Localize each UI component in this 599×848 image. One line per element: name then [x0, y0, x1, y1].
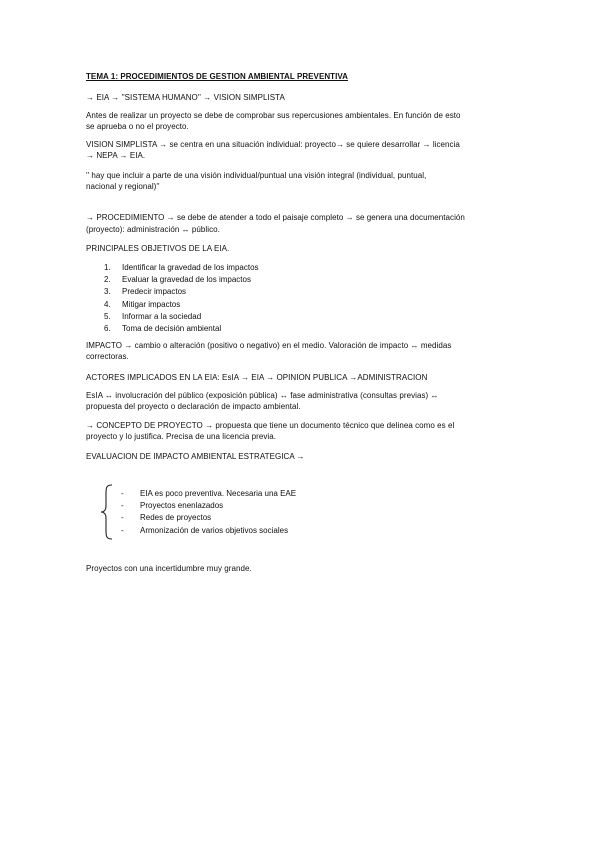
list-item-text: Identificar la gravedad de los impactos	[122, 263, 259, 272]
paragraph-7-line-2: proyecto y lo justifica. Precisa de una licencia previa.	[86, 432, 277, 441]
document-title: TEMA 1: PROCEDIMIENTOS DE GESTION AMBIENTAL PREVENTIVA	[86, 72, 348, 81]
list-number: 5.	[104, 311, 111, 321]
paragraph-5-line-2: correctoras.	[86, 352, 129, 361]
list-item	[104, 262, 259, 274]
strategic-list	[121, 488, 296, 537]
list-dash: -	[121, 525, 124, 535]
paragraph-7-line-1: → CONCEPTO DE PROYECTO → propuesta que tiene un documento técnico que delinea como es el	[86, 421, 455, 430]
paragraph-4-line-2: (proyecto): administración ↔ público.	[86, 225, 220, 234]
list-item-text: Mitigar impactos	[122, 299, 181, 309]
list-item	[121, 525, 296, 537]
list-dash: -	[121, 501, 124, 511]
list-item-text: Proyectos enenlazados	[140, 501, 224, 511]
strategic-heading: EVALUACION DE IMPACTO AMBIENTAL ESTRATEGICA →	[86, 452, 305, 461]
paragraph-5-line-1: IMPACTO → cambio o alteración (positivo o negativo) en el medio. Valoración de impacto ↔ medidas	[86, 341, 452, 350]
list-item-text: Armonización de varios objetivos sociales	[140, 525, 289, 535]
heading-eia-sistema-humano: → EIA → ''SISTEMA HUMANO'' → VISION SIMPLISTA	[86, 93, 285, 102]
paragraph-2-line-2: → NEPA → EIA.	[86, 151, 146, 160]
list-number: 6.	[104, 324, 111, 334]
paragraph-6-line-1: EsIA ↔ involucración del público (exposición pública) ↔ fase administrativa (consultas previas) ↔	[86, 391, 439, 400]
objectives-list	[104, 262, 259, 335]
list-item-text: Informar a la sociedad	[122, 311, 202, 321]
list-item	[104, 323, 259, 335]
list-dash: -	[121, 513, 124, 523]
paragraph-3-line-1: '' hay que incluir a parte de una visión individual/puntual una visión integral (individual, puntual,	[86, 171, 427, 180]
paragraph-4-line-1: → PROCEDIMIENTO → se debe de atender a todo el paisaje completo → se genera una documentación	[86, 213, 465, 222]
list-item	[104, 311, 259, 323]
actors-line: ACTORES IMPLICADOS EN LA EIA: EsIA → EIA → OPINION PUBLICA →ADMINISTRACION	[86, 373, 428, 382]
list-item-text: EIA es poco preventiva. Necesaria una EAE	[140, 489, 297, 498]
list-number: 1.	[104, 263, 111, 272]
list-item	[121, 500, 296, 512]
paragraph-1-line-1: Antes de realizar un proyecto se debe de comprobar sus repercusiones ambientales. En función de esto	[86, 111, 461, 120]
objectives-heading: PRINCIPALES OBJETIVOS DE LA EIA.	[86, 244, 230, 253]
list-dash: -	[121, 489, 124, 498]
list-item-text: Redes de proyectos	[140, 513, 212, 523]
curly-brace-icon	[100, 484, 114, 540]
list-number: 3.	[104, 287, 111, 297]
closing-line: Proyectos con una incertidumbre muy grande.	[86, 564, 252, 573]
list-number: 4.	[104, 299, 111, 309]
paragraph-3-line-2: nacional y regional)''	[86, 182, 160, 191]
list-item	[104, 274, 259, 286]
list-number: 2.	[104, 275, 111, 285]
list-item	[121, 488, 296, 500]
list-item-text: Evaluar la gravedad de los impactos	[122, 275, 251, 285]
list-item	[104, 299, 259, 311]
list-item-text: Toma de decisión ambiental	[122, 324, 222, 334]
list-item-text: Predecir impactos	[122, 287, 187, 297]
list-item	[104, 286, 259, 298]
paragraph-6-line-2: propuesta del proyecto o declaración de impacto ambiental.	[86, 402, 301, 411]
paragraph-2-line-1: VISION SIMPLISTA → se centra en una situación individual: proyecto→ se quiere desarrollar → licencia	[86, 140, 460, 149]
list-item	[121, 512, 296, 524]
paragraph-1-line-2: se aprueba o no el proyecto.	[86, 122, 189, 131]
